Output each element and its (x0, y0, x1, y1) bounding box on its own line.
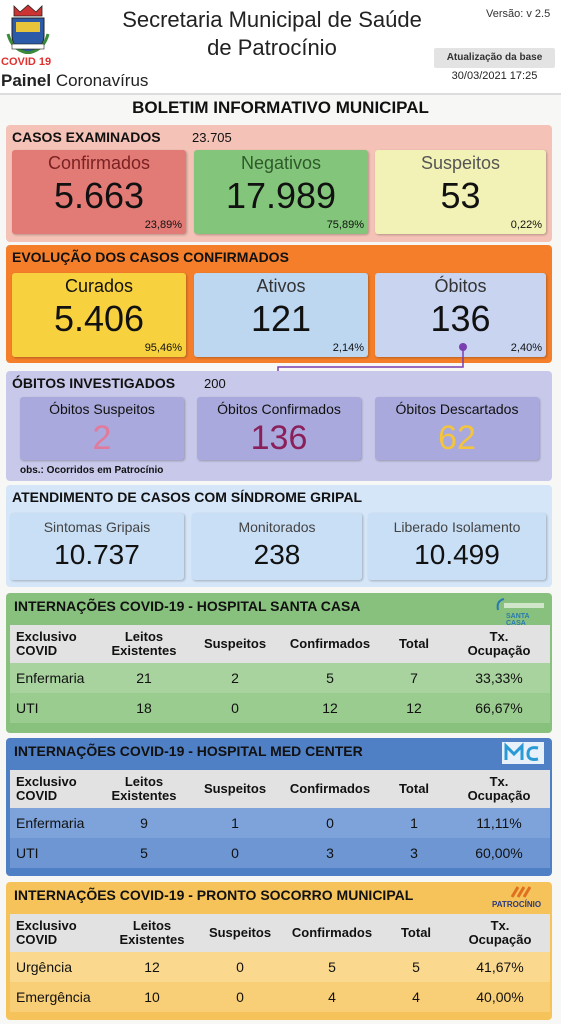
col-header: Exclusivo COVID (16, 774, 77, 803)
card-label: Óbitos Descartados (395, 401, 519, 417)
cell: 40,00% (476, 989, 524, 1005)
cell: 12 (322, 700, 338, 716)
col-header: Exclusivo COVID (16, 629, 77, 658)
card-curados[interactable] (12, 273, 186, 357)
col-header: Confirmados (289, 636, 371, 651)
card-value: 5.663 (53, 175, 145, 216)
page-title: Secretaria Municipal de Saúde de Patrocínio (122, 7, 422, 60)
patrocinio-logo: PATROCÍNIO (492, 886, 548, 910)
cell: 5 (412, 959, 420, 975)
cell: 21 (136, 670, 152, 686)
covid-label: COVID 19 (1, 56, 52, 68)
med-center-title: INTERNAÇÕES COVID-19 - HOSPITAL MED CENTER (14, 743, 363, 759)
sindrome-gripal-panel (6, 485, 552, 587)
cell: 5 (326, 670, 334, 686)
card-percent: 23,89% (144, 219, 182, 231)
header-divider (0, 93, 561, 95)
casos-examinados-title: CASOS EXAMINADOS (12, 129, 161, 145)
card-label: Ativos (256, 276, 306, 296)
col-header: Leitos Existentes (111, 774, 177, 803)
card-percent: 2,40% (510, 342, 542, 354)
obitos-investigados-panel (6, 371, 552, 481)
cell: 5 (140, 845, 148, 861)
cell: 12 (144, 959, 160, 975)
med-center-panel (6, 738, 552, 876)
table-header-row (10, 625, 550, 663)
card-obitos-descartados[interactable] (375, 397, 539, 460)
card-monitorados[interactable] (192, 513, 362, 580)
pronto-socorro-title: INTERNAÇÕES COVID-19 - PRONTO SOCORRO MUNICIPAL (14, 887, 414, 903)
cell: 18 (136, 700, 152, 716)
update-base-button[interactable]: Atualização da base (434, 48, 555, 68)
sindrome-gripal-title: ATENDIMENTO DE CASOS COM SÍNDROME GRIPAL (12, 489, 363, 505)
cell: Urgência (16, 959, 73, 975)
card-label: Curados (64, 276, 134, 296)
cell: 3 (326, 845, 334, 861)
santa-casa-logo-icon (494, 597, 546, 611)
col-header: Total (398, 636, 430, 651)
card-value: 10.499 (414, 539, 500, 570)
med-center-table (10, 770, 550, 868)
cell: 41,67% (476, 959, 524, 975)
table-row[interactable] (10, 808, 550, 838)
casos-examinados-total: 23.705 (192, 130, 232, 145)
col-header: Tx. Ocupação (468, 918, 532, 947)
card-negativos[interactable] (194, 150, 368, 234)
card-obitos[interactable] (375, 273, 546, 357)
col-header: Tx. Ocupação (467, 774, 531, 803)
cell: 7 (410, 670, 418, 686)
cell: 1 (410, 815, 418, 831)
cell: 0 (236, 989, 244, 1005)
cell: 12 (406, 700, 422, 716)
cell: 4 (328, 989, 336, 1005)
cell: Emergência (16, 989, 91, 1005)
card-percent: 75,89% (326, 219, 364, 231)
cell: 0 (231, 845, 239, 861)
card-value: 10.737 (54, 539, 140, 570)
card-label: Óbitos (434, 276, 487, 296)
patrocinio-logo-icon (492, 886, 548, 898)
col-header: Exclusivo COVID (16, 918, 77, 947)
cell: 1 (231, 815, 239, 831)
cell: 2 (231, 670, 239, 686)
casos-examinados-panel (6, 125, 552, 242)
table-row[interactable] (10, 952, 550, 982)
card-percent: 95,46% (144, 342, 182, 354)
card-obitos-suspeitos[interactable] (20, 397, 184, 460)
cell: 4 (412, 989, 420, 1005)
table-row[interactable] (10, 982, 550, 1012)
table-header-row (10, 914, 550, 952)
obitos-investigados-title: ÓBITOS INVESTIGADOS (12, 375, 176, 391)
card-label: Confirmados (47, 153, 151, 173)
col-header: Leitos Existentes (119, 918, 185, 947)
santa-casa-panel (6, 593, 552, 733)
col-header: Total (400, 925, 432, 940)
cell: 10 (144, 989, 160, 1005)
card-value: 136 (430, 298, 491, 339)
col-header: Leitos Existentes (111, 629, 177, 658)
cell: Enfermaria (16, 670, 85, 686)
obitos-note: obs.: Ocorridos em Patrocínio (20, 465, 164, 476)
card-value: 238 (253, 539, 301, 570)
municipal-crest-icon (6, 4, 50, 54)
cell: UTI (16, 700, 39, 716)
card-percent: 0,22% (510, 219, 542, 231)
card-liberado-isolamento[interactable] (368, 513, 546, 580)
card-label: Negativos (240, 153, 322, 173)
santa-casa-title: INTERNAÇÕES COVID-19 - HOSPITAL SANTA CASA (14, 598, 361, 614)
col-header: Suspeitos (203, 781, 267, 796)
card-label: Suspeitos (420, 153, 501, 173)
painel-title: Painel Coronavírus (1, 71, 149, 90)
cell: UTI (16, 845, 39, 861)
cell: 0 (231, 700, 239, 716)
cell: 5 (328, 959, 336, 975)
card-value: 121 (250, 298, 312, 339)
cell: 0 (236, 959, 244, 975)
card-value: 2 (92, 419, 112, 457)
card-value: 136 (250, 419, 308, 457)
med-center-logo-icon (502, 742, 544, 764)
table-row[interactable] (10, 663, 550, 693)
evolucao-panel (6, 245, 552, 363)
pronto-socorro-table (10, 914, 550, 1012)
cell: 60,00% (475, 845, 523, 861)
card-value: 53 (440, 175, 481, 216)
card-sintomas-gripais[interactable] (10, 513, 184, 580)
cell: 3 (410, 845, 418, 861)
update-date: 30/03/2021 17:25 (451, 70, 538, 82)
cell: 0 (326, 815, 334, 831)
card-label: Monitorados (238, 519, 316, 535)
card-label: Sintomas Gripais (43, 519, 151, 535)
col-header: Suspeitos (203, 636, 267, 651)
cell: 9 (140, 815, 148, 831)
santa-casa-logo: SANTA CASA (494, 597, 546, 621)
boletim-title: BOLETIM INFORMATIVO MUNICIPAL (132, 98, 429, 117)
card-suspeitos[interactable] (375, 150, 546, 234)
card-ativos[interactable] (194, 273, 368, 357)
cell: 66,67% (475, 700, 523, 716)
table-row[interactable] (10, 693, 550, 723)
card-label: Óbitos Confirmados (217, 401, 341, 417)
cell: 11,11% (476, 815, 522, 831)
card-value: 17.989 (225, 175, 337, 216)
col-header: Confirmados (289, 781, 371, 796)
santa-casa-table (10, 625, 550, 723)
evolucao-title: EVOLUÇÃO DOS CASOS CONFIRMADOS (12, 249, 289, 265)
cell: 33,33% (475, 670, 523, 686)
obitos-investigados-total: 200 (204, 376, 226, 391)
col-header: Suspeitos (208, 925, 272, 940)
card-label: Liberado Isolamento (393, 519, 521, 535)
col-header: Tx. Ocupação (467, 629, 531, 658)
card-percent: 2,14% (332, 342, 364, 354)
app-header (0, 0, 561, 95)
col-header: Total (398, 781, 430, 796)
table-row[interactable] (10, 838, 550, 868)
pronto-socorro-panel (6, 882, 552, 1020)
table-header-row (10, 770, 550, 808)
card-confirmados[interactable] (12, 150, 186, 234)
cell: Enfermaria (16, 815, 85, 831)
card-label: Óbitos Suspeitos (49, 401, 155, 417)
card-obitos-confirmados[interactable] (197, 397, 361, 460)
col-header: Confirmados (291, 925, 373, 940)
card-value: 5.406 (53, 298, 145, 339)
card-value: 62 (438, 419, 476, 457)
version-label: Versão: v 2.5 (486, 8, 551, 20)
